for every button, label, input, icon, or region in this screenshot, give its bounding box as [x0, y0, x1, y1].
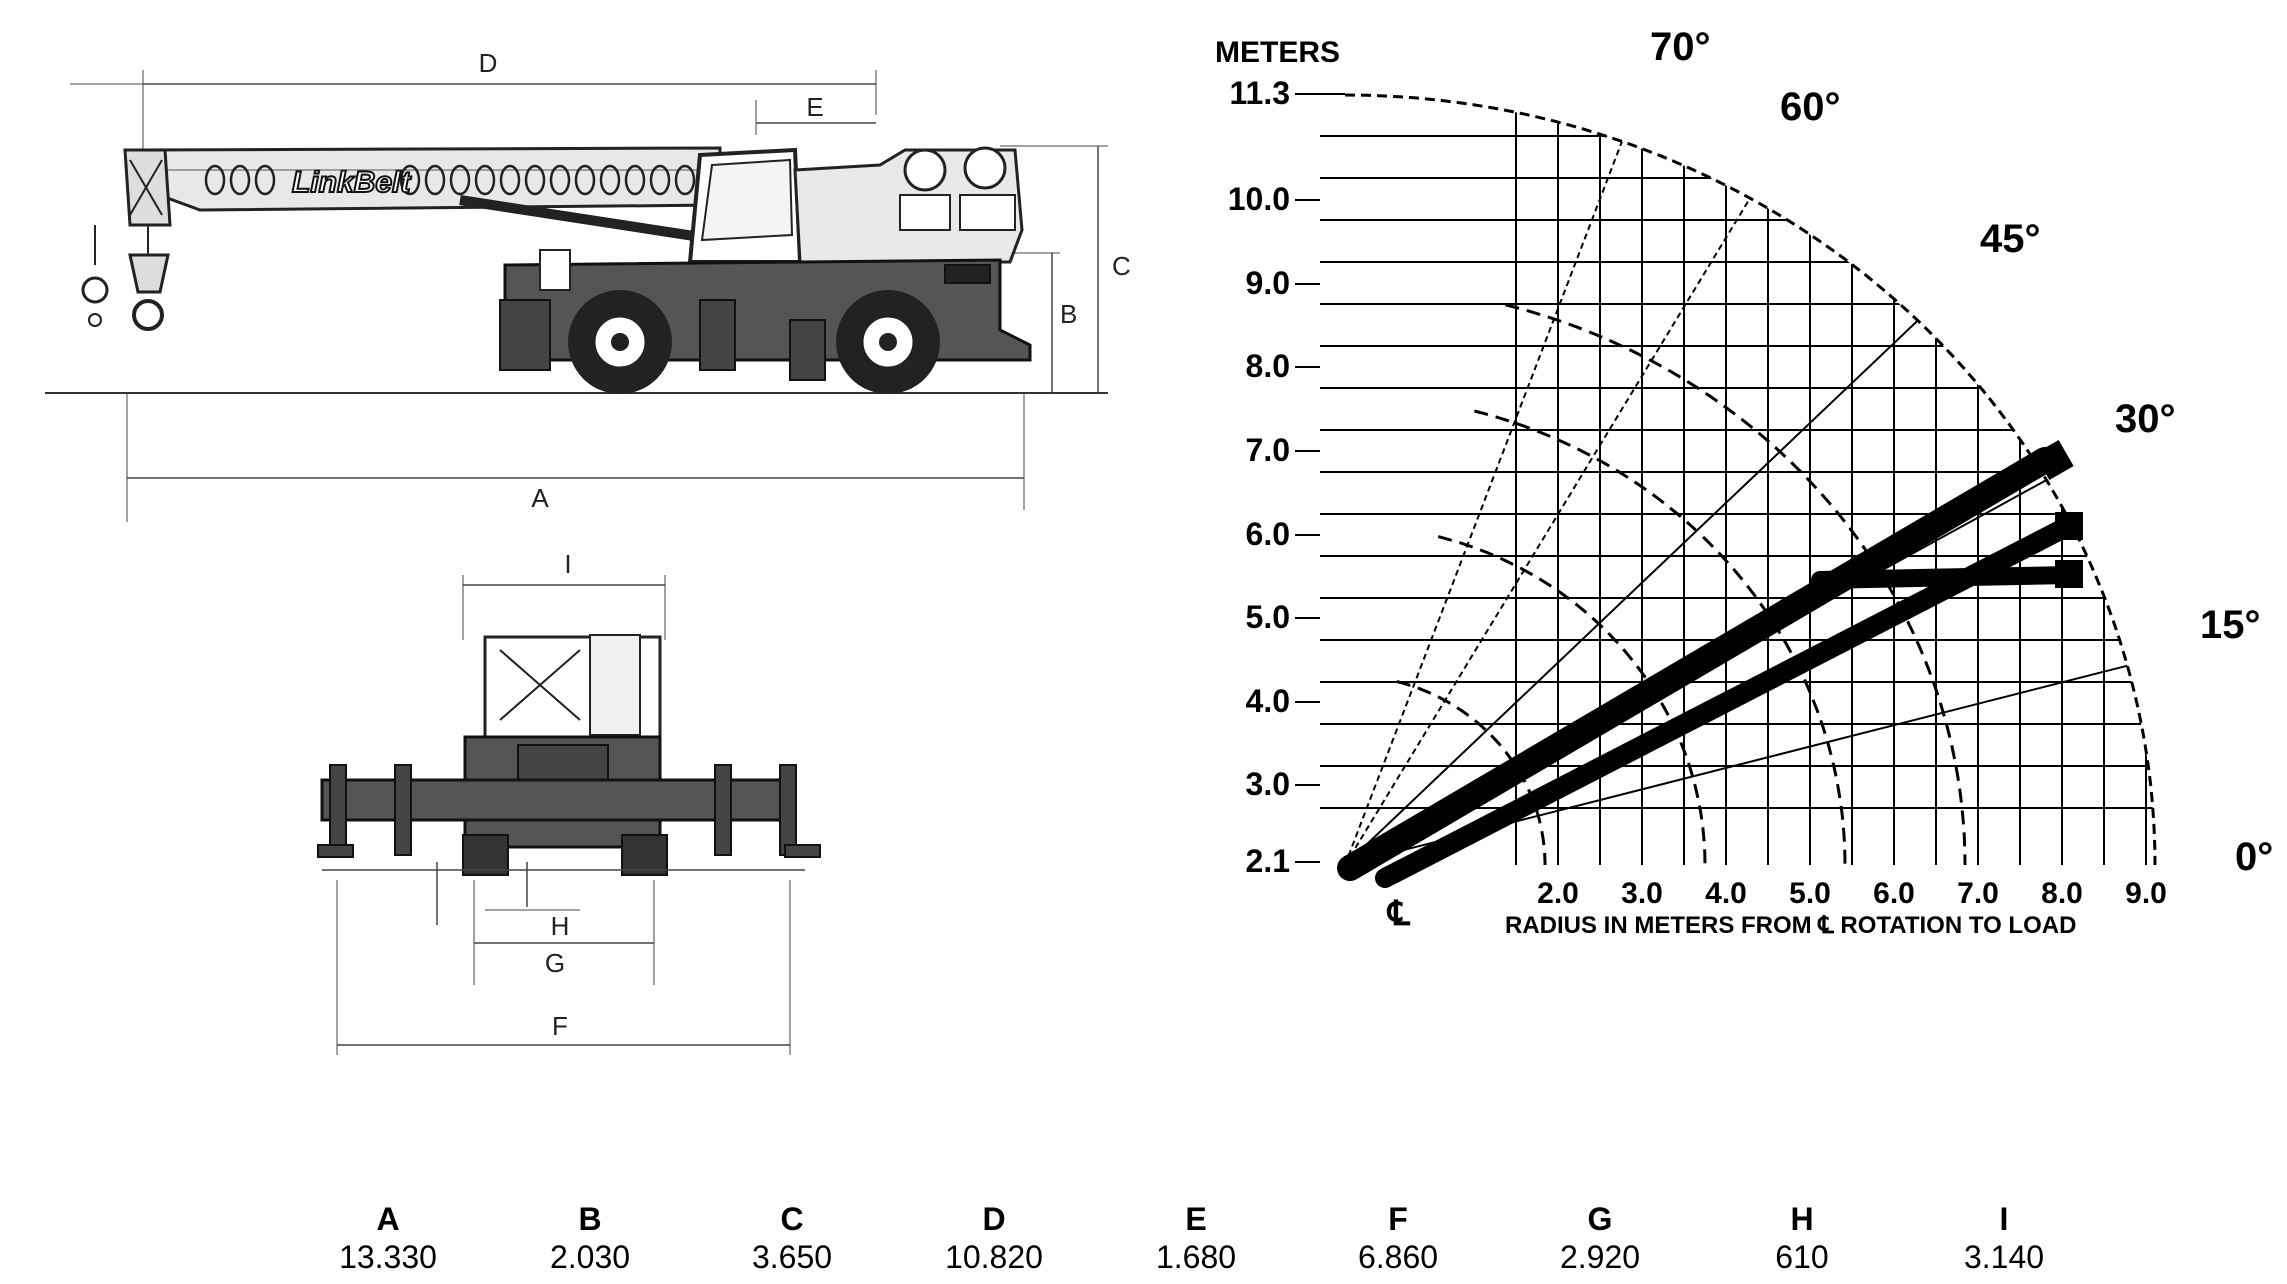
y-tick-label: 8.0	[1245, 348, 1290, 384]
brand-logo: LinkBelt	[292, 166, 411, 199]
y-tick-label: 11.3	[1229, 75, 1290, 111]
x-tick-labels	[1537, 877, 2167, 910]
spec-key: H	[1790, 1201, 1814, 1237]
centerline-symbol: ℄	[1388, 895, 1410, 933]
spec-value: 10.820	[945, 1239, 1043, 1275]
angle-label: 45°	[1980, 217, 2041, 261]
spec-value: 2.030	[549, 1239, 631, 1275]
y-tick-label: 5.0	[1245, 599, 1290, 635]
hook-block	[83, 225, 168, 329]
spec-key: I	[1999, 1201, 2009, 1237]
angle-label: 30°	[2115, 397, 2176, 441]
x-tick-label: 4.0	[1705, 877, 1747, 910]
spec-key: C	[780, 1201, 804, 1237]
spec-value: 3.140	[1963, 1239, 2045, 1275]
wheel-front	[836, 290, 940, 394]
spec-key: B	[578, 1201, 602, 1237]
dimension-i-label: I	[564, 549, 572, 579]
spec-key: E	[1185, 1201, 1207, 1237]
x-tick-label: 5.0	[1789, 877, 1831, 910]
spec-value: 13.330	[339, 1239, 437, 1275]
boom-length-arc	[1438, 537, 1705, 865]
y-tick-label: 3.0	[1245, 766, 1290, 802]
superstructure	[795, 148, 1022, 262]
y-tick-labels	[1228, 75, 1320, 879]
spec-value: 6.860	[1357, 1239, 1439, 1275]
dimension-c-label: C	[1112, 251, 1131, 281]
x-tick-label: 3.0	[1621, 877, 1663, 910]
spec-key: A	[376, 1201, 400, 1237]
y-tick-label: 6.0	[1245, 516, 1290, 552]
x-tick-label: 2.0	[1537, 877, 1579, 910]
x-tick-label: 8.0	[2041, 877, 2083, 910]
y-tick-label: 10.0	[1227, 181, 1290, 217]
x-tick-label: 9.0	[2125, 877, 2167, 910]
angle-ray	[1345, 141, 1622, 865]
spec-key: D	[982, 1201, 1006, 1237]
spec-key: G	[1587, 1201, 1613, 1237]
y-axis-title: METERS	[1215, 36, 1341, 69]
angle-label: 60°	[1780, 85, 1841, 129]
y-tick-label: 2.1	[1245, 843, 1290, 879]
crane-front-view	[318, 549, 820, 1055]
dimension-b-label: B	[1060, 299, 1078, 329]
x-tick-label: 7.0	[1957, 877, 1999, 910]
x-axis-title: RADIUS IN METERS FROM ℄ ROTATION TO LOAD	[1505, 912, 2077, 939]
spec-value: 2.920	[1559, 1239, 1641, 1275]
spec-key: F	[1388, 1201, 1408, 1237]
crane-side-view	[45, 48, 1131, 522]
working-range-chart	[1215, 0, 2287, 939]
angle-label: 70°	[1650, 25, 1711, 69]
spec-value: 1.680	[1155, 1239, 1237, 1275]
angle-label: 0°	[2235, 835, 2274, 879]
angle-label: 15°	[2200, 603, 2261, 647]
y-tick-label: 9.0	[1245, 265, 1290, 301]
crane-boom	[125, 148, 720, 240]
dimension-d-label: D	[478, 48, 498, 78]
dimension-h-label: H	[550, 911, 570, 941]
spec-value: 610	[1775, 1239, 1829, 1275]
spec-value: 3.650	[751, 1239, 833, 1275]
dimension-e-label: E	[806, 92, 824, 122]
y-tick-label: 7.0	[1245, 432, 1290, 468]
x-tick-label: 6.0	[1873, 877, 1915, 910]
spec-table	[339, 1201, 2044, 1275]
y-tick-label: 4.0	[1245, 683, 1290, 719]
operator-cab	[690, 150, 800, 262]
wheel-rear	[568, 290, 672, 394]
dimension-f-label: F	[552, 1011, 568, 1041]
dimension-g-label: G	[544, 948, 566, 978]
boom-positions	[1350, 440, 2083, 878]
dimension-a-label: A	[531, 483, 549, 513]
